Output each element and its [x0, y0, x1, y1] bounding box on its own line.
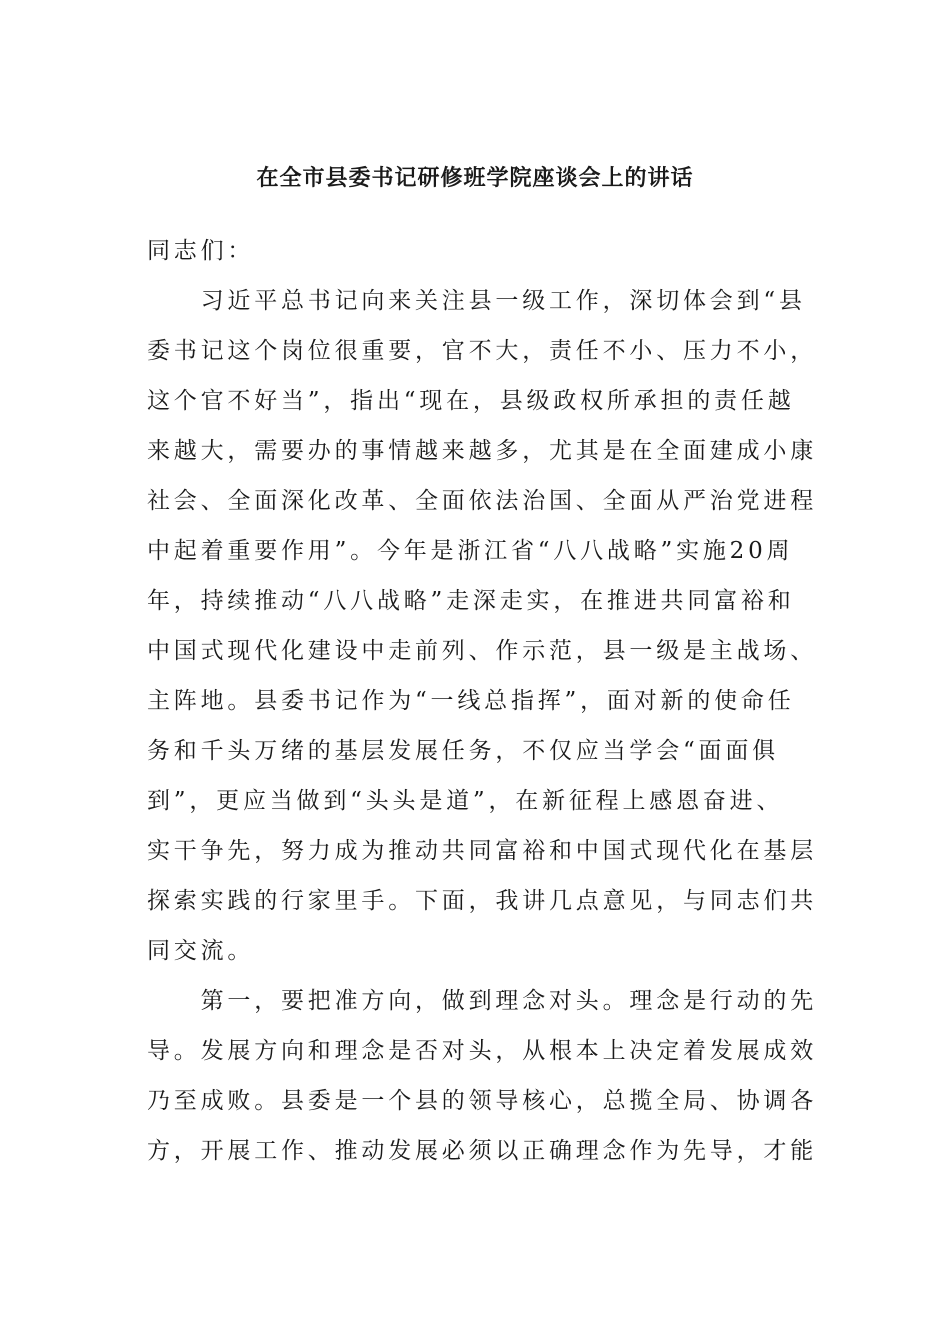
paragraph-line: 第一，要把准方向，做到理念对头。理念是行动的先	[147, 988, 817, 1014]
paragraph-line: 乃至成败。县委是一个县的领导核心，总揽全局、协调各	[147, 1088, 817, 1114]
paragraph-line: 导。发展方向和理念是否对头，从根本上决定着发展成效	[147, 1038, 817, 1064]
paragraph-line: 中国式现代化建设中走前列、作示范，县一级是主战场、	[147, 638, 817, 664]
salutation: 同志们：	[147, 238, 255, 264]
paragraph-line: 社会、全面深化改革、全面依法治国、全面从严治党进程	[147, 488, 817, 514]
paragraph-line: 来越大，需要办的事情越来越多，尤其是在全面建成小康	[147, 438, 817, 464]
paragraph-line: 同交流。	[147, 938, 255, 964]
paragraph-line: 委书记这个岗位很重要，官不大，责任不小、压力不小，	[147, 338, 817, 364]
paragraph-line: 实干争先，努力成为推动共同富裕和中国式现代化在基层	[147, 838, 817, 864]
paragraph-line: 方，开展工作、推动发展必须以正确理念作为先导，才能	[147, 1138, 817, 1164]
paragraph-line: 中起着重要作用”。今年是浙江省“八八战略”实施20周	[147, 538, 794, 564]
document-title: 在全市县委书记研修班学院座谈会上的讲话	[256, 165, 694, 191]
paragraph-line: 这个官不好当”，指出“现在，县级政权所承担的责任越	[147, 388, 795, 414]
paragraph-line: 习近平总书记向来关注县一级工作，深切体会到“县	[147, 288, 806, 314]
paragraph-line: 年，持续推动“八八战略”走深走实，在推进共同富裕和	[147, 588, 795, 614]
paragraph-line: 到”，更应当做到“头头是道”，在新征程上感恩奋进、	[147, 788, 784, 814]
paragraph-line: 主阵地。县委书记作为“一线总指挥”，面对新的使命任	[147, 688, 795, 714]
paragraph-line: 探索实践的行家里手。下面，我讲几点意见，与同志们共	[147, 888, 817, 914]
paragraph-line: 务和千头万绪的基层发展任务，不仅应当学会“面面俱	[147, 738, 779, 764]
